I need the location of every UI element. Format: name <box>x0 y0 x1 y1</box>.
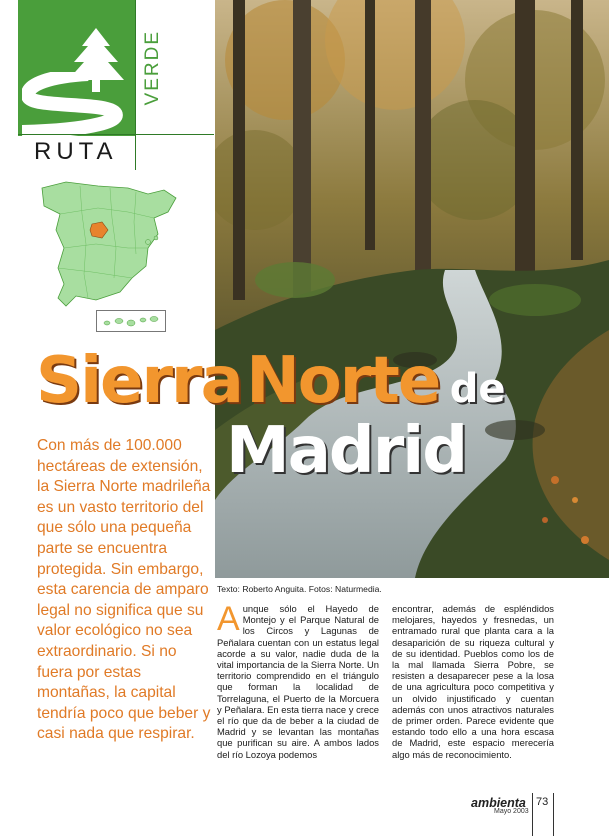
body-column-1 <box>217 600 379 760</box>
magazine-brand: ambienta <box>471 796 526 810</box>
title-word-madrid: Madrid <box>226 414 466 488</box>
photo-credit: Texto: Roberto Anguita. Fotos: Naturmedia. <box>217 584 382 594</box>
issue-date: Mayo 2003 <box>494 808 529 815</box>
spain-map <box>36 178 182 314</box>
intro-paragraph: Con más de 100.000 hectáreas de extensión, la Sierra Norte madrileña es un vasto territorio del que sólo una pequeña parte se encuentra protegida. Sin embargo, esta carencia de amparo legal no significa que su valor ecológico no sea extraordinario. Si no fuera por estas montañas, la capital tendría poco que beber y casi nada que respirar. <box>37 437 211 743</box>
drop-cap: A <box>217 600 240 638</box>
canary-islands-inset <box>96 310 166 332</box>
forest-stream-photo <box>215 0 609 578</box>
title-word-norte: Norte <box>246 344 440 418</box>
logo-horizontal-rule <box>18 134 214 135</box>
body-column-2: encontrar, además de espléndidos melojares, hayedos y fresnedas, un entramado rural que planta cara a la desaparición de su riqueza cultural y de su identidad. Pueblos como los de la mal llamada Sierra Pobre, se resisten a desaparecer pese a la losa de una agricultura poco competitiva y un olvido injustificado y cuentan además con unos atractivos naturales de primer orden. Parece evidente que estando todo ello a una hora escasa de Madrid, este espacio merecería algo más de reconocimiento. <box>392 603 554 760</box>
logo-word-ruta: RUTA <box>34 138 118 165</box>
title-word-de: de <box>449 366 506 412</box>
logo-vertical-rule <box>135 0 136 170</box>
logo-word-verde: VERDE <box>142 30 163 106</box>
page-number: 73 <box>536 796 549 808</box>
body-column-1-text: unque sólo el Hayedo de Montejo y el Parque Natural de los Circos y Lagunas de Peñalara cuentan con un estatus legal acorde a su valor, nadie duda de la vital importancia de la Sierra Norte. Un territorio comprendido en el triángulo que forman la localidad de Torrelaguna, el Puerto de la Morcuera y Peñalara. En esta tierra nace y crece el río que da de beber a la ciudad de Madrid y se levantan las montañas que purifican su aire. A ambos lados del río Lozoya podemos <box>217 603 379 760</box>
winding-road-icon <box>22 72 136 136</box>
article-title-line1 <box>36 344 506 418</box>
title-word-sierra: Sierra <box>36 344 242 418</box>
